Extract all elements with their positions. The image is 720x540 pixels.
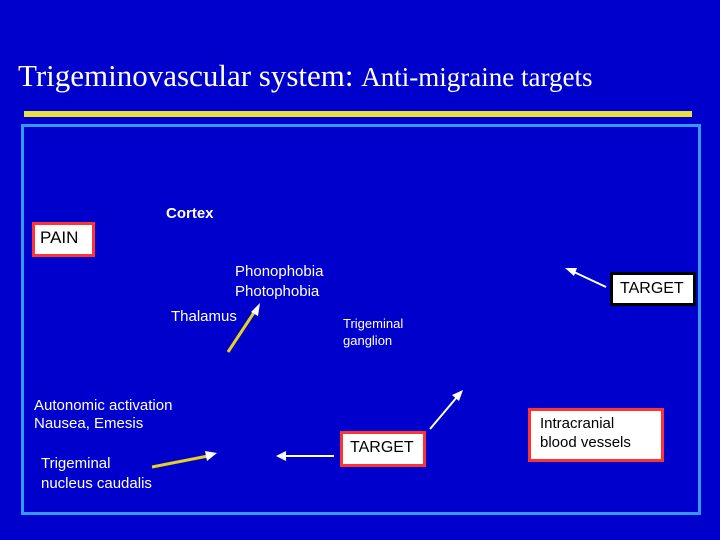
arrow-target-upper xyxy=(565,268,606,287)
nausea-emesis-label: Nausea, Emesis xyxy=(34,415,144,432)
tnc-label-1: Trigeminal xyxy=(41,455,111,472)
trigeminal-ganglion-label-2: ganglion xyxy=(343,333,393,348)
autonomic-activation-label: Autonomic activation xyxy=(34,397,173,414)
photophobia-label: Photophobia xyxy=(235,283,320,300)
thalamus-label: Thalamus xyxy=(171,308,237,325)
target-lower-label: TARGET xyxy=(350,439,414,456)
arrow-thalamus-to-symptoms xyxy=(228,303,260,352)
tnc-label-2: nucleus caudalis xyxy=(41,475,152,492)
title-main: Trigeminovascular system: xyxy=(18,58,354,93)
phonophobia-label: Phonophobia xyxy=(235,263,324,280)
arrow-to-tnc xyxy=(276,451,334,461)
trigeminal-ganglion-label-1: Trigeminal xyxy=(343,316,404,331)
cortex-label: Cortex xyxy=(166,205,214,222)
arrow-tnc-to-thalamus xyxy=(152,451,217,467)
arrow-to-vessels xyxy=(430,390,463,429)
target-upper-label: TARGET xyxy=(620,280,684,297)
blood-vessels-label-2: blood vessels xyxy=(540,434,631,451)
pain-label: PAIN xyxy=(40,228,79,247)
blood-vessels-label-1: Intracranial xyxy=(540,415,615,432)
title-sub: Anti-migraine targets xyxy=(361,62,593,92)
